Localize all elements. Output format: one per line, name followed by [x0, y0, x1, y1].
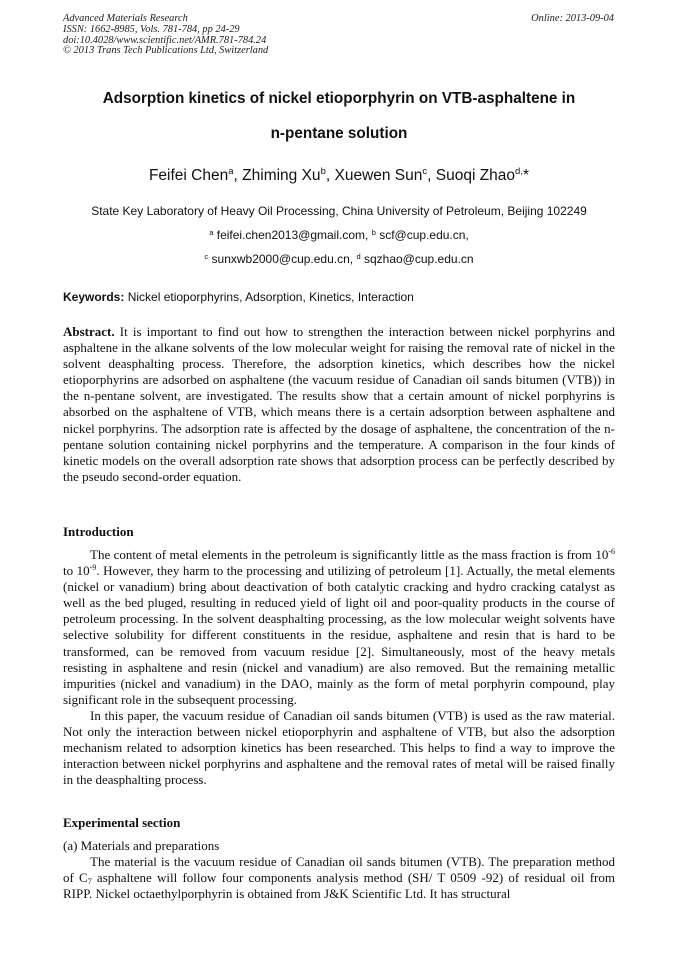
issn-line: ISSN: 1662-8985, Vols. 781-784, pp 24-29	[63, 23, 240, 35]
author-name: Xuewen Sun	[334, 167, 423, 184]
introduction-paragraph-1	[63, 547, 615, 708]
subscript: 7	[87, 877, 92, 887]
abstract-text: It is important to find out how to strengthen the interaction between nickel porphyrins and asphaltene in the alkane solvents of the low molecular weight for raising the removal rate of nickel in the solvent deasphalting process. Therefore, the adsorption kinetics, which describes how the nickel etioporphyrins are adsorbed on asphaltene (the vacuum residue of Canadian oil sands bitumen (VTB)) in the n-pentane solvent, are investigated. The results show that a certain amount of nickel porphyrins is absorbed on the asphaltene of VTB, which means there is a certain adsorption between asphaltene and nickel porphyrins. The adsorption rate is affected by the dosage of asphaltene, the concentration of the n-pentane solution containing nickel porphyrins and the temperature. A comparison in the four kinds of kinetic models on the overall adsorption rate shows that adsorption process can be perfectly described by the pseudo second-order equation.	[63, 324, 615, 484]
author-name: Zhiming Xu	[242, 167, 321, 184]
copyright-line: © 2013 Trans Tech Publications Ltd, Switzerland	[63, 45, 269, 57]
corresponding-mark: *	[522, 167, 530, 184]
exponent: -6	[608, 547, 615, 556]
author-list	[40, 167, 638, 185]
email-mark: a	[209, 228, 214, 237]
author-affil-mark: d,	[515, 166, 523, 177]
author-name: Feifei Chen	[148, 167, 229, 184]
email-mark: c	[204, 252, 209, 261]
keywords-label: Keywords:	[63, 290, 125, 304]
author-affil-mark: b	[320, 166, 326, 177]
journal-name: Advanced Materials Research	[63, 13, 188, 24]
email-d[interactable]: sqzhao@cup.edu.cn	[363, 252, 474, 266]
author-affil-mark: a	[228, 166, 234, 177]
email-mark: d	[356, 252, 361, 261]
author-name: Suoqi Zhao	[435, 167, 516, 184]
text-run: to 10	[63, 563, 90, 579]
keywords	[63, 290, 615, 304]
author-separator: ,	[325, 167, 335, 184]
journal-header	[63, 14, 268, 57]
affiliation-institution: State Key Laboratory of Heavy Oil Processing, China University of Petroleum, Beijing 102249	[91, 204, 587, 218]
affiliation-emails-2	[40, 252, 638, 266]
abstract	[63, 324, 615, 485]
introduction-paragraph-2: In this paper, the vacuum residue of Canadian oil sands bitumen (VTB) is used as the raw material. Not only the interaction between nickel etioporphyrin and asphaltene of VTB, but also the adsorption mechanism related to adsorption kinetics has been researched. This helps to find a way to improve the interaction between nickel porphyrins and asphaltene and the removal rates of metal will be raised finally in the deasphalting process.	[63, 707, 615, 788]
email-b[interactable]: scf@cup.edu.cn,	[379, 228, 469, 242]
paper-title-line-2: n-pentane solution	[270, 125, 408, 142]
author-affil-mark: c	[422, 166, 428, 177]
materials-subheading: (a) Materials and preparations	[63, 838, 220, 853]
text-run: asphaltene will follow four components analysis method (SH/ T 0509 -92) of residual oil from RIPP. Nickel octaethylporphyrin is obtained from J&K Scientific Ltd. It has structural	[63, 870, 616, 902]
paper-title-line-1: Adsorption kinetics of nickel etioporphyrin on VTB-asphaltene in	[102, 90, 576, 107]
abstract-label: Abstract.	[63, 324, 115, 339]
exponent: -9	[89, 563, 97, 573]
email-c[interactable]: sunxwb2000@cup.edu.cn,	[211, 252, 354, 266]
experimental-body	[63, 838, 615, 902]
experimental-heading: Experimental section	[63, 815, 181, 830]
author-separator: ,	[233, 167, 243, 184]
email-a[interactable]: feifei.chen2013@gmail.com,	[216, 228, 369, 242]
author-separator: ,	[427, 167, 436, 184]
introduction-body	[63, 547, 615, 788]
text-run: The content of metal elements in the petroleum is significantly little as the mass fraction is from 10	[90, 547, 609, 562]
online-date: Online: 2013-09-04	[531, 13, 614, 24]
text-run: . However, they harm to the processing and utilizing of petroleum [1]. Actually, the metal elements (nickel or vanadium) bring about deactivation of both catalytic cracking and hydro cracking catalyst as well as the bed pluged, resulting in reduced yield of light oil and poor-quality products in the course of petroleum processing. In the solvent deasphalting processing, as the low molecular weight solvents have selective solubility for different constituents in the residue, asphaltene and resin that is hard to be transformed, can be removed from vacuum residue [2]. Simultaneously, most of the heavy metals resisting in asphaltene and resin (nickel and vanadium) are also removed. But the remaining metallic impurities (nickel and vanadium) in the DAO, mainly as the form of metal porphyrin compound, play significant role in the subsequent processing.	[63, 563, 615, 707]
text-run: The material is the vacuum residue of Canadian oil sands bitumen (VTB). The preparation method of C	[63, 854, 615, 886]
affiliation-emails-1	[40, 228, 638, 242]
keywords-text: Nickel etioporphyrins, Adsorption, Kinetics, Interaction	[127, 290, 414, 304]
doi-line: doi:10.4028/www.scientific.net/AMR.781-784.24	[63, 34, 267, 46]
introduction-heading: Introduction	[63, 524, 134, 539]
experimental-paragraph-1	[63, 854, 615, 902]
email-mark: b	[371, 228, 376, 237]
